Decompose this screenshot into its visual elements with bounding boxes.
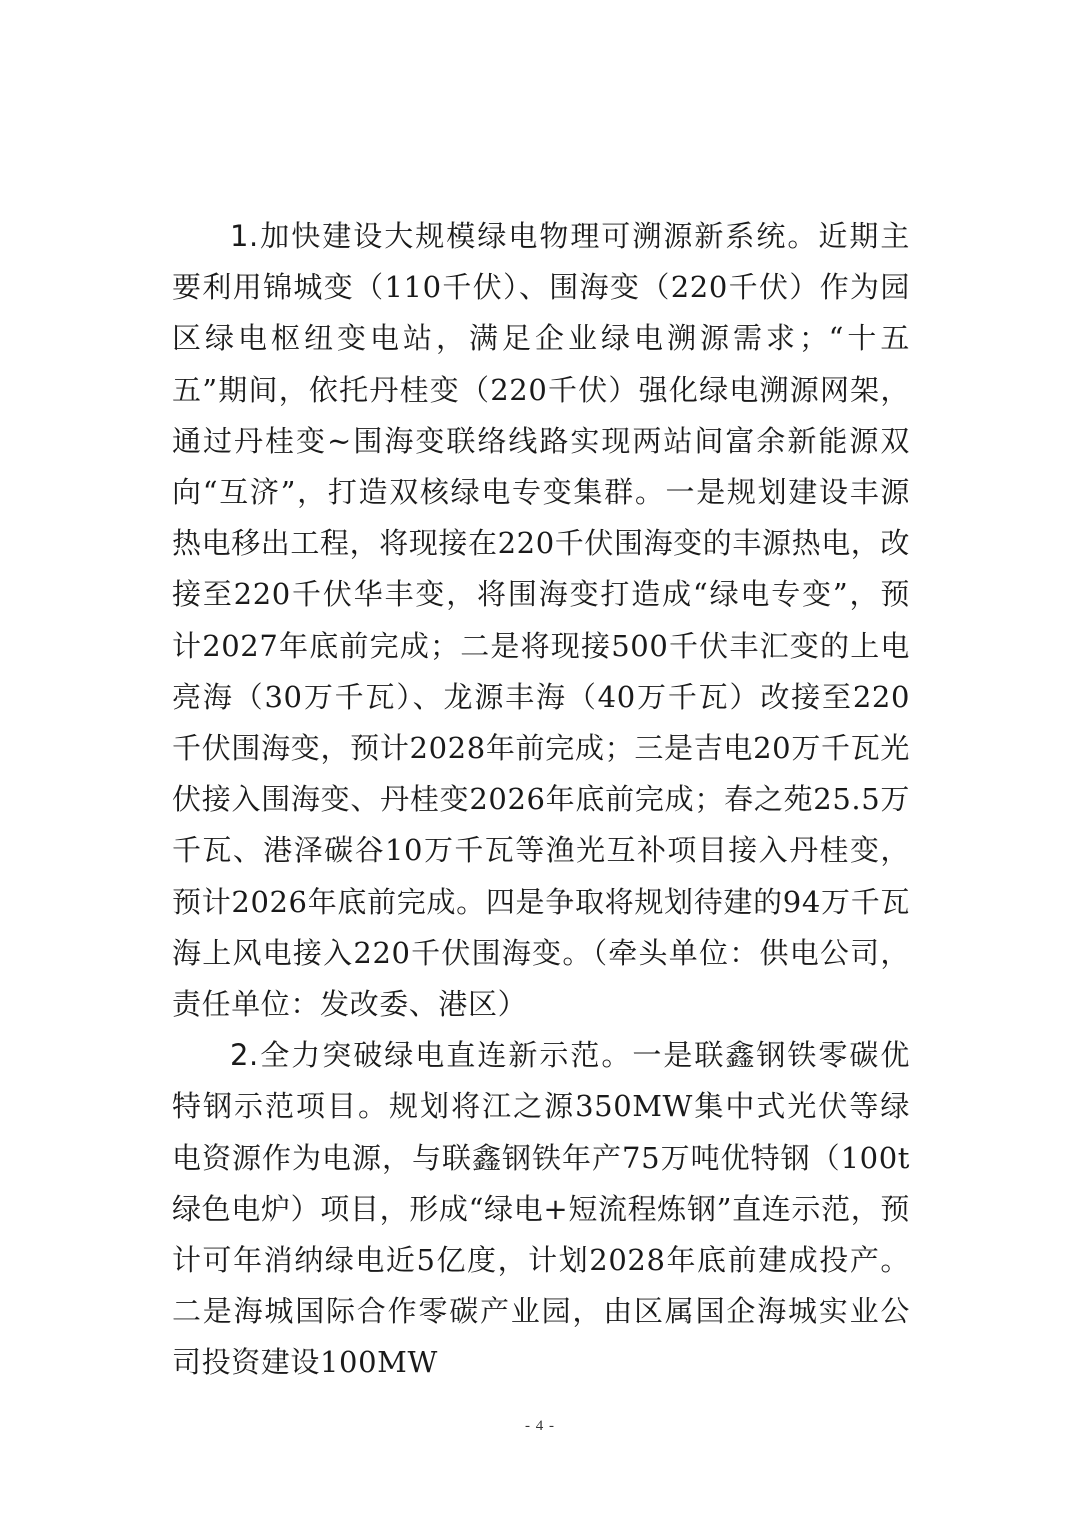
- paragraph-1-body: 近期主要利用锦城变（110千伏）、围海变（220千伏）作为园区绿电枢纽变电站，满足企业绿电溯源需求；“十五五”期间，依托丹桂变（220千伏）强化绿电溯源网架，通过丹桂变~围海变联络线路实现两站间富余新能源双向“互济”，打造双核绿电专变集群。一是规划建设丰源热电移出工程，将现接在220千伏围海变的丰源热电，改接至220千伏华丰变，将围海变打造成“绿电专变”，预计2027年底前完成；二是将现接500千伏丰汇变的上电亮海（30万千瓦）、龙源丰海（40万千瓦）改接至220千伏围海变，预计2028年前完成；三是吉电20万千瓦光伏接入围海变、丹桂变2026年底前完成；春之苑25.5万千瓦、港泽碳谷10万千瓦等渔光互补项目接入丹桂变，预计2026年底前完成。四是争取将规划待建的94万千瓦海上风电接入220千伏围海变。（牵头单位：供电公司，责任单位：发改委、港区）: [172, 219, 910, 1022]
- paragraph-2-body: 一是联鑫钢铁零碳优特钢示范项目。规划将江之源350MW集中式光伏等绿电资源作为电源，与联鑫钢铁年产75万吨优特钢（100t绿色电炉）项目，形成“绿电+短流程炼钢”直连示范，预计可年消纳绿电近5亿度，计划2028年底前建成投产。二是海城国际合作零碳产业园，由区属国企海城实业公司投资建设100MW: [172, 1038, 910, 1380]
- paragraph-2-heading: 2.全力突破绿电直连新示范。: [230, 1038, 633, 1073]
- paragraph-2: [172, 1030, 910, 1388]
- page-number: - 4 -: [525, 1418, 555, 1434]
- paragraph-1-heading: 1.加快建设大规模绿电物理可溯源新系统。: [230, 219, 819, 253]
- paragraph-1: [172, 211, 910, 1030]
- document-body: [172, 211, 910, 1389]
